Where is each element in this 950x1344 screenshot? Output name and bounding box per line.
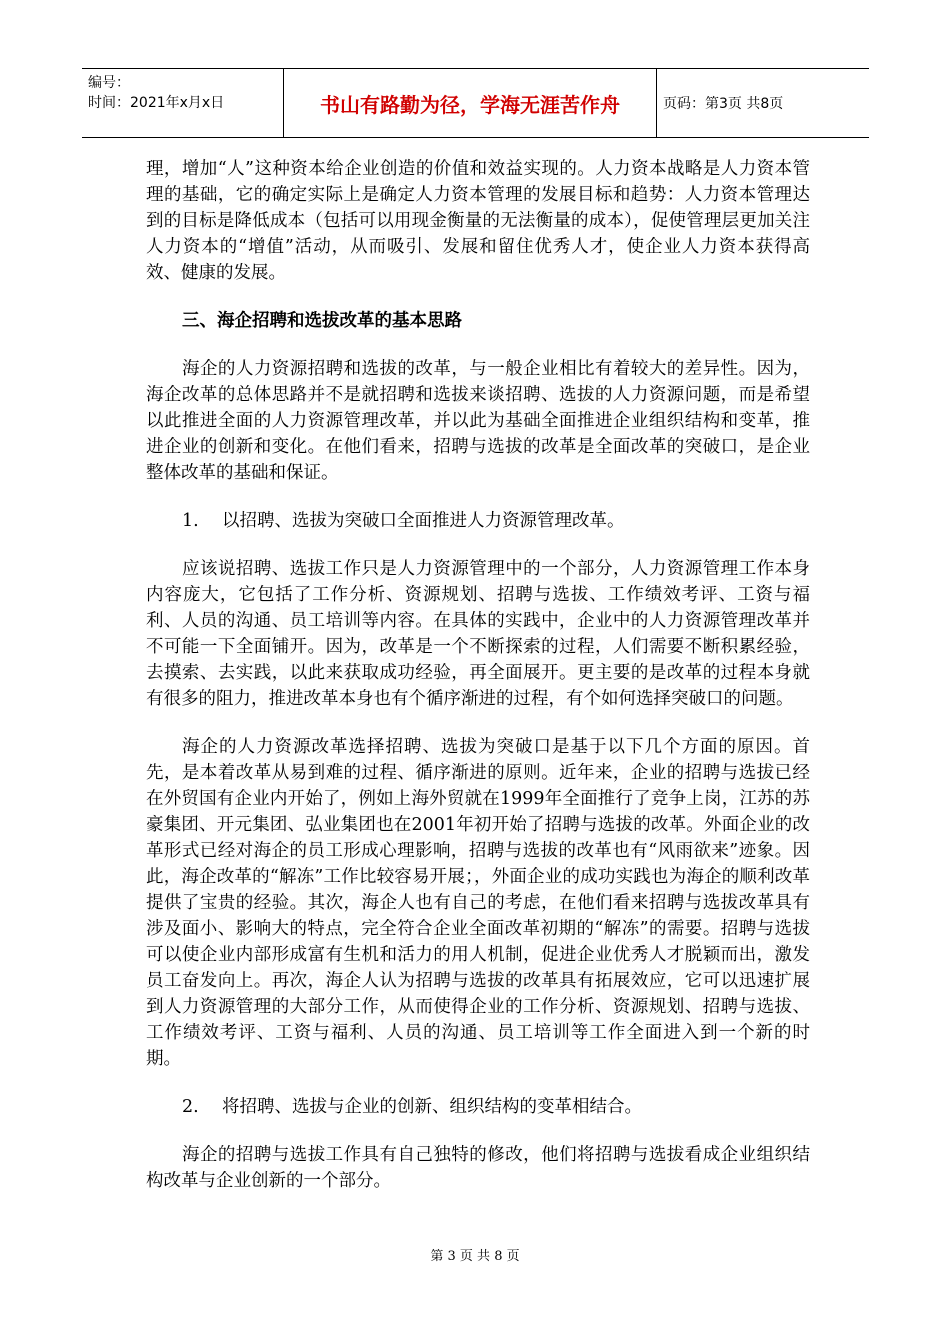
- paragraph-2: 海企的人力资源招聘和选拔的改革，与一般企业相比有着较大的差异性。因为，海企改革的总体思路并不是就招聘和选拔来谈招聘、选拔的人力资源问题，而是希望以此推进全面的人力资源管理改革，并以此为基础全面推进企业组织结构和变革，推进企业的创新和变化。在他们看来，招聘与选拔的改革是全面改革的突破口，是企业整体改革的基础和保证。: [146, 359, 810, 483]
- section-heading: 三、海企招聘和选拔改革的基本思路: [182, 311, 462, 331]
- list-item-2-text: 将招聘、选拔与企业的创新、组织结构的变革相结合。: [222, 1097, 642, 1117]
- list-item-1: [146, 508, 810, 534]
- number-label: 编号：: [88, 75, 130, 91]
- paragraph-1: 理，增加“人”这种资本给企业创造的价值和效益实现的。人力资本战略是人力资本管理的基础，它的确定实际上是确定人力资本管理的发展目标和趋势：人力资本管理达到的目标是降低成本（包括可以用现金衡量的无法衡量的成本），促使管理层更加关注人力资本的“增值”活动，从而吸引、发展和留住优秀人才，使企业人力资本获得高效、健康的发展。: [146, 159, 810, 283]
- paragraph-4: 海企的人力资源改革选择招聘、选拔为突破口是基于以下几个方面的原因。首先，是本着改革从易到难的过程、循序渐进的原则。近年来，企业的招聘与选拔已经在外贸国有企业内开始了，例如上海外贸就在1999年全面推行了竞争上岗，江苏的苏豪集团、开元集团、弘业集团也在2001年初开始了招聘与选拔的改革。外面企业的改革形式已经对海企的员工形成心理影响，招聘与选拔的改革也有“风雨欲来”迹象。因此，海企改革的“解冻”工作比较容易开展；，外面企业的成功实践也为海企的顺利改革提供了宝贵的经验。其次，海企人也有自己的考虑，在他们看来招聘与选拔改革具有涉及面小、影响大的特点，完全符合企业全面改革初期的“解冻”的需要。招聘与选拔可以使企业内部形成富有生机和活力的用人机制，促进企业优秀人才脱颖而出，激发员工奋发向上。再次，海企人认为招聘与选拔的改革具有拓展效应，它可以迅速扩展到人力资源管理的大部分工作，从而使得企业的工作分析、资源规划、招聘与选拔、工作绩效考评、工资与福利、人员的沟通、员工培训等工作全面进入到一个新的时期。: [146, 737, 810, 1069]
- paragraph-3: 应该说招聘、选拔工作只是人力资源管理中的一个部分，人力资源管理工作本身内容庞大，它包括了工作分析、资源规划、招聘与选拔、工作绩效考评、工资与福利、人员的沟通、员工培训等内容。在具体的实践中，企业中的人力资源管理改革并不可能一下全面铺开。因为，改革是一个不断探索的过程，人们需要不断积累经验，去摸索、去实践，以此来获取成功经验，再全面展开。更主要的是改革的过程本身就有很多的阻力，推进改革本身也有个循序渐进的过程，有个如何选择突破口的问题。: [146, 559, 810, 709]
- paragraph-5: 海企的招聘与选拔工作具有自己独特的修改，他们将招聘与选拔看成企业组织结构改革与企业创新的一个部分。: [146, 1145, 810, 1191]
- list-item-2: [146, 1094, 810, 1120]
- header-motto: 书山有路勤为径，学海无涯苦作舟: [284, 69, 657, 137]
- document-body: [146, 156, 810, 1216]
- page-header: [82, 68, 869, 138]
- list-item-1-number: 1.: [182, 511, 199, 531]
- header-page-info: 页码：第3页 共8页: [663, 96, 784, 112]
- list-item-1-text: 以招聘、选拔为突破口全面推进人力资源管理改革。: [222, 511, 625, 531]
- list-item-2-number: 2.: [182, 1097, 199, 1117]
- header-meta: [82, 69, 284, 137]
- time-label: 时间：2021年x月x日: [88, 95, 225, 111]
- page-footer: 第 3 页 共 8 页: [430, 1249, 520, 1264]
